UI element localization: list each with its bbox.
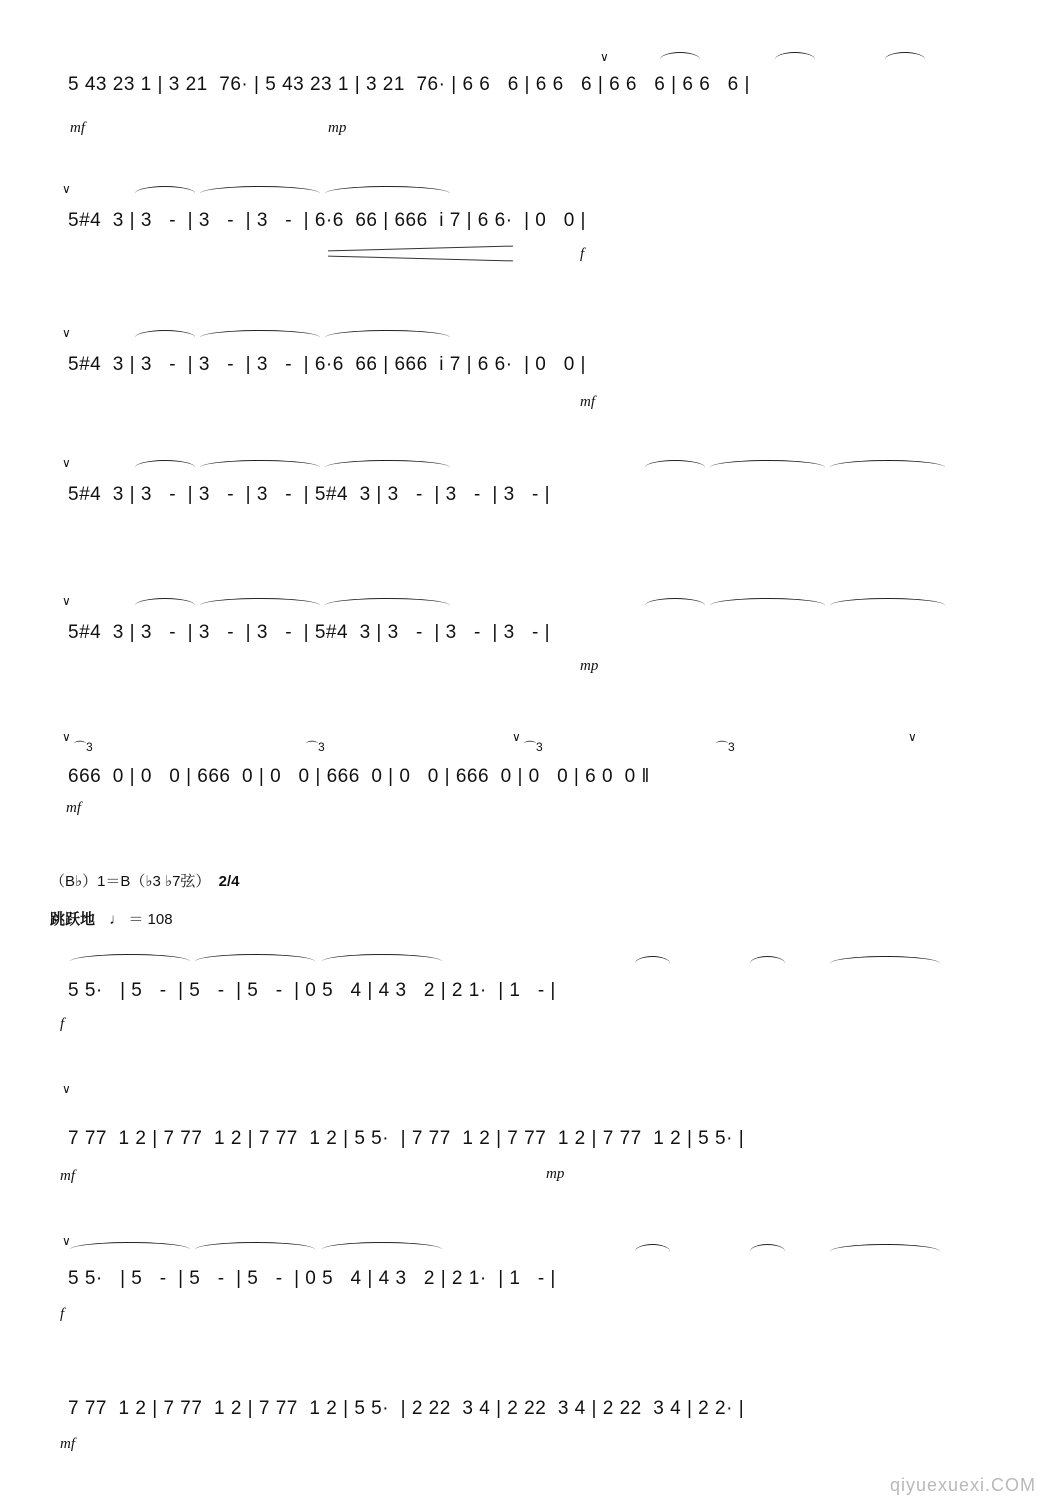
- slur: [885, 52, 925, 67]
- diminuendo-line: [328, 256, 513, 262]
- breath-mark: ∨: [62, 1082, 71, 1096]
- tempo-word: 跳跃地: [50, 911, 96, 928]
- notes-row-2: 5#4 3 | 3 - | 3 - | 3 - | 6·6 66 | 666 i 7 | 6 6· | 0 0 |: [68, 210, 586, 231]
- notes-row-6: 666 0 | 0 0 | 666 0 | 0 0 | 666 0 | 0 0 | 666 0 | 0 0 | 6 0 0 ‖: [68, 766, 650, 787]
- dynamic-mark: f: [580, 246, 585, 262]
- slur: [645, 598, 705, 613]
- slur: [750, 1244, 785, 1259]
- slur: [135, 186, 195, 201]
- breath-mark: ∨: [62, 594, 71, 608]
- slur: [830, 956, 940, 971]
- slur: [200, 186, 320, 201]
- triplet-mark: ⌒3: [716, 740, 735, 754]
- dynamic-mark: mf: [60, 1168, 75, 1184]
- triplet-mark: ⌒3: [306, 740, 325, 754]
- slur: [322, 954, 442, 969]
- dynamic-mark: mf: [60, 1436, 75, 1452]
- slur: [135, 460, 195, 475]
- slur: [200, 460, 320, 475]
- notes-row-5: 5#4 3 | 3 - | 3 - | 3 - | 5#4 3 | 3 - | 3 - | 3 - |: [68, 622, 551, 643]
- slur: [635, 956, 670, 971]
- dynamic-mark: mf: [580, 394, 595, 410]
- time-signature: 2/4: [218, 873, 240, 890]
- diminuendo-line: [328, 246, 513, 252]
- slur: [645, 460, 705, 475]
- key-text: （B♭）1＝B（♭3 ♭7弦）: [50, 873, 211, 890]
- breath-mark: ∨: [62, 730, 71, 744]
- slur: [325, 598, 450, 613]
- breath-mark: ∨: [62, 1234, 71, 1248]
- notes-row-1: 5 43 23 1 | 3 21 76· | 5 43 23 1 | 3 21 76· | 6 6 6 | 6 6 6 | 6 6 6 | 6 6 6 |: [68, 74, 750, 95]
- dynamic-mark: mp: [328, 120, 347, 136]
- dynamic-mark: mp: [546, 1166, 565, 1182]
- slur: [660, 52, 700, 67]
- dynamic-mark: mf: [70, 120, 85, 136]
- slur: [135, 598, 195, 613]
- notes-row-10: 7 77 1 2 | 7 77 1 2 | 7 77 1 2 | 5 5· | 2 22 3 4 | 2 22 3 4 | 2 22 3 4 | 2 2· |: [68, 1398, 745, 1419]
- triplet-mark: ⌒3: [74, 740, 93, 754]
- triplet-mark: ⌒3: [524, 740, 543, 754]
- slur: [195, 1242, 315, 1257]
- slur: [70, 1242, 190, 1257]
- slur: [325, 186, 450, 201]
- tempo-value: ♩ ＝ 108: [109, 911, 173, 928]
- slur: [325, 330, 450, 345]
- notes-row-8: 7 77 1 2 | 7 77 1 2 | 7 77 1 2 | 5 5· | 7 77 1 2 | 7 77 1 2 | 7 77 1 2 | 5 5· |: [68, 1128, 745, 1149]
- breath-mark: ∨: [62, 326, 71, 340]
- notes-row-9: 5 5· | 5 - | 5 - | 5 - | 0 5 4 | 4 3 2 | 2 1· | 1 - |: [68, 1268, 556, 1289]
- notes-row-4: 5#4 3 | 3 - | 3 - | 3 - | 5#4 3 | 3 - | 3 - | 3 - |: [68, 484, 551, 505]
- slur: [635, 1244, 670, 1259]
- slur: [710, 598, 825, 613]
- dynamic-mark: f: [60, 1306, 65, 1322]
- watermark: qiyuexuexi.COM: [889, 1475, 1036, 1495]
- dynamic-mark: f: [60, 1016, 65, 1032]
- breath-mark: ∨: [62, 456, 71, 470]
- slur: [70, 954, 190, 969]
- breath-mark: ∨: [512, 730, 521, 744]
- slur: [830, 598, 945, 613]
- key-signature: [50, 870, 239, 891]
- breath-mark: ∨: [908, 730, 917, 744]
- slur: [135, 330, 195, 345]
- slur: [775, 52, 815, 67]
- notes-row-3: 5#4 3 | 3 - | 3 - | 3 - | 6·6 66 | 666 i 7 | 6 6· | 0 0 |: [68, 354, 586, 375]
- slur: [710, 460, 825, 475]
- notes-row-7: 5 5· | 5 - | 5 - | 5 - | 0 5 4 | 4 3 2 | 2 1· | 1 - |: [68, 980, 556, 1001]
- slur: [750, 956, 785, 971]
- tempo-marking: [50, 908, 173, 929]
- slur: [830, 460, 945, 475]
- slur: [200, 330, 320, 345]
- breath-mark: ∨: [600, 50, 609, 64]
- breath-mark: ∨: [62, 182, 71, 196]
- slur: [322, 1242, 442, 1257]
- slur: [195, 954, 315, 969]
- slur: [200, 598, 320, 613]
- dynamic-mark: mp: [580, 658, 599, 674]
- slur: [830, 1244, 940, 1259]
- slur: [325, 460, 450, 475]
- dynamic-mark: mf: [66, 800, 81, 816]
